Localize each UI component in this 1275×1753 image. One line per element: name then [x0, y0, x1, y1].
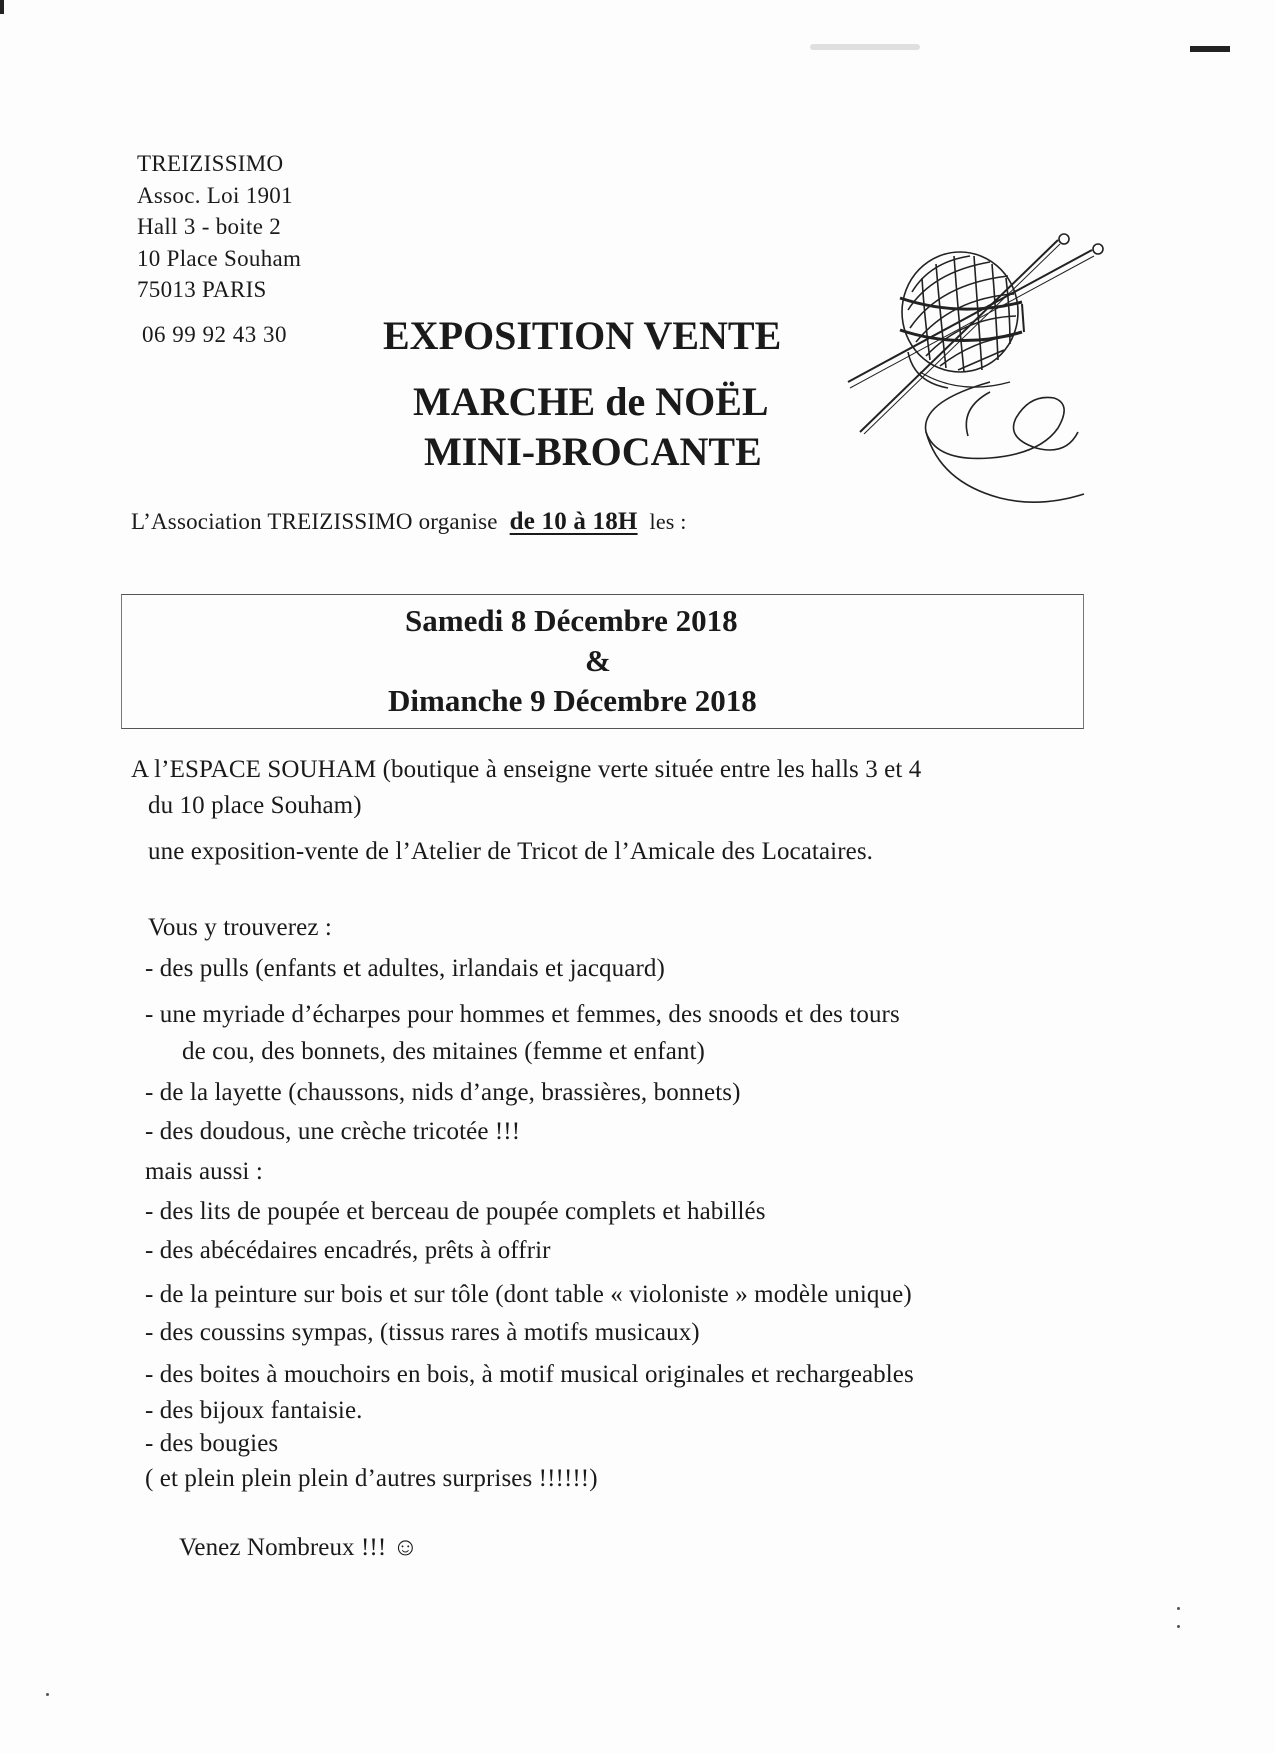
event-date-separator: & [585, 643, 611, 678]
also-item: - des boites à mouchoirs en bois, à motif musical originales et rechargeables [145, 1361, 914, 1388]
also-item: - des abécédaires encadrés, prêts à offrir [145, 1237, 551, 1264]
address-line: Assoc. Loi 1901 [137, 182, 293, 208]
also-item: - des bougies [145, 1430, 279, 1457]
also-heading: mais aussi : [145, 1158, 263, 1185]
title-marche-noel: MARCHE de NOËL [413, 379, 769, 424]
venue-line-2: du 10 place Souham) [148, 792, 362, 819]
event-date-saturday: Samedi 8 Décembre 2018 [405, 603, 738, 638]
also-item: - des lits de poupée et berceau de poupée complets et habillés [145, 1198, 766, 1225]
address-line: 75013 PARIS [137, 277, 267, 302]
intro-suffix: les : [649, 509, 687, 534]
scan-smudge [810, 44, 920, 50]
address-line: Hall 3 - boite 2 [137, 214, 282, 239]
title-exposition-vente: EXPOSITION VENTE [383, 313, 782, 358]
intro-prefix: L’Association TREIZISSIMO organise [131, 509, 498, 534]
address-line: 10 Place Souham [137, 245, 302, 271]
offer-heading: Vous y trouverez : [148, 914, 332, 941]
scan-dash-mark [1190, 46, 1230, 52]
also-item: - des coussins sympas, (tissus rares à motifs musicaux) [145, 1319, 700, 1346]
also-item: - de la peinture sur bois et sur tôle (dont table « violoniste » modèle unique) [145, 1281, 912, 1308]
scan-edge-mark [0, 0, 4, 14]
event-date-sunday: Dimanche 9 Décembre 2018 [388, 683, 757, 718]
offer-item: - des doudous, une crèche tricotée !!! [145, 1118, 521, 1145]
venue-line-3: une exposition-vente de l’Atelier de Tricot de l’Amicale des Locataires. [148, 838, 874, 865]
address-line: TREIZISSIMO [137, 151, 284, 176]
offer-item: - de la layette (chaussons, nids d’ange, brassières, bonnets) [145, 1079, 741, 1106]
yarn-ball-needles-icon [840, 232, 1110, 522]
scan-dot [1177, 1625, 1180, 1628]
sender-address [137, 148, 301, 306]
offer-item: - une myriade d’écharpes pour hommes et femmes, des snoods et des tours [145, 1001, 900, 1028]
opening-hours: de 10 à 18H [509, 508, 638, 535]
offer-item: de cou, des bonnets, des mitaines (femme et enfant) [182, 1038, 705, 1065]
phone-number: 06 99 92 43 30 [142, 322, 287, 347]
scan-dot [46, 1693, 49, 1696]
offer-item: - des pulls (enfants et adultes, irlandais et jacquard) [145, 955, 665, 982]
intro-line [131, 508, 687, 536]
also-item: ( et plein plein plein d’autres surprises !!!!!!) [145, 1465, 598, 1492]
title-mini-brocante: MINI-BROCANTE [424, 429, 762, 474]
closing-line: Venez Nombreux !!! ☺ [179, 1534, 419, 1561]
also-item: - des bijoux fantaisie. [145, 1397, 363, 1424]
venue-line-1: A l’ESPACE SOUHAM (boutique à enseigne verte située entre les halls 3 et 4 [131, 756, 922, 783]
scan-dot [1177, 1607, 1180, 1610]
